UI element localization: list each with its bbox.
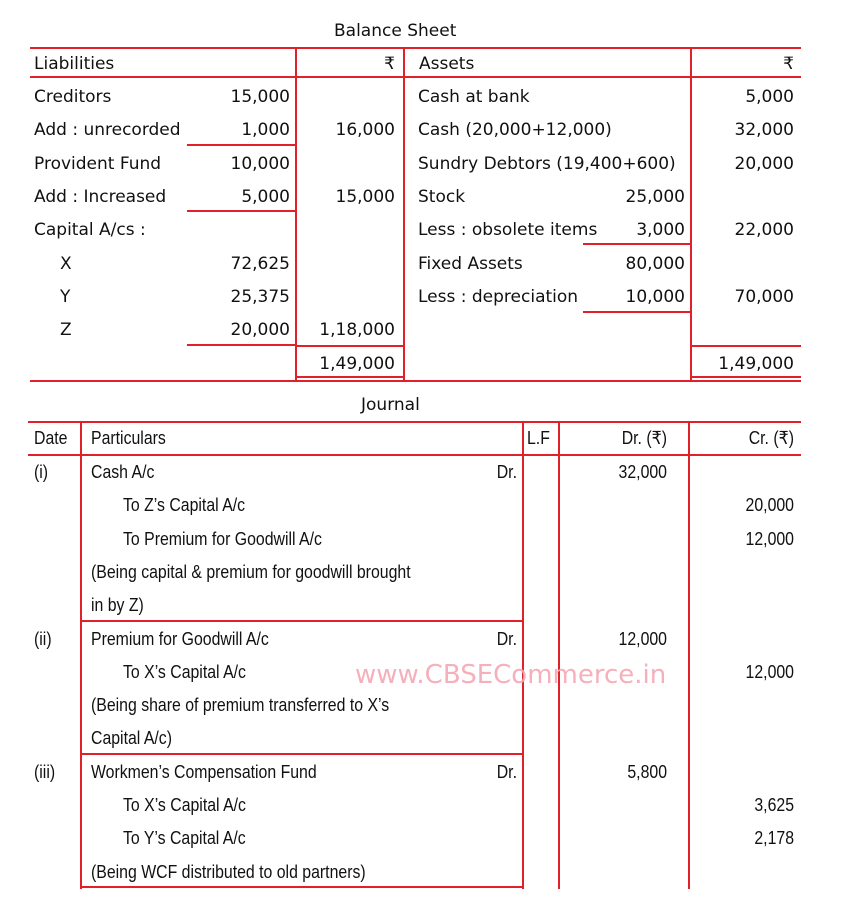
asset-total-amount: 20,000 bbox=[734, 153, 794, 174]
underline-provident-fund bbox=[187, 210, 296, 212]
asset-label: Cash (20,000+12,000) bbox=[418, 120, 612, 141]
liability-inner-amount: 25,375 bbox=[230, 286, 290, 307]
journal-header-particulars: Particulars bbox=[91, 428, 166, 448]
asset-label: Stock bbox=[418, 186, 466, 207]
liability-inner-amount: 5,000 bbox=[241, 186, 290, 207]
journal-header-rule bbox=[28, 454, 801, 456]
journal-debit-amount: 12,000 bbox=[618, 628, 667, 649]
asset-label: Sundry Debtors (19,400+600) bbox=[418, 153, 676, 174]
liability-total-amount: 16,000 bbox=[335, 120, 395, 141]
entry-separator-1 bbox=[81, 620, 523, 622]
liabilities-total: 1,49,000 bbox=[319, 354, 395, 374]
journal-particulars: To X’s Capital A/c bbox=[123, 795, 246, 815]
liability-label: Add : Increased bbox=[34, 186, 167, 207]
journal-particulars: To Z’s Capital A/c bbox=[123, 495, 246, 516]
bs-center-divider bbox=[403, 47, 405, 381]
underline-assets-total-bottom bbox=[691, 376, 801, 378]
asset-inner-amount: 3,000 bbox=[636, 220, 685, 241]
liability-label: Add : unrecorded bbox=[34, 120, 181, 141]
journal-dr-divider bbox=[688, 421, 690, 889]
journal-particulars: (Being WCF distributed to old partners) bbox=[91, 861, 366, 882]
journal-credit-amount: 12,000 bbox=[745, 661, 794, 682]
journal-credit-amount: 3,625 bbox=[754, 795, 794, 815]
journal-title: Journal bbox=[361, 395, 420, 415]
liability-label: Provident Fund bbox=[34, 153, 162, 174]
underline-capital bbox=[187, 344, 296, 346]
liability-inner-amount: 72,625 bbox=[230, 253, 290, 274]
bs-bottom-rule bbox=[30, 380, 801, 382]
asset-label: Less : depreciation bbox=[418, 286, 579, 307]
liability-total-amount: 1,18,000 bbox=[319, 320, 395, 341]
bs-header-liabilities: Liabilities bbox=[34, 54, 115, 74]
asset-inner-amount: 25,000 bbox=[625, 186, 685, 207]
entry-separator-3 bbox=[81, 886, 523, 888]
liability-label: Creditors bbox=[34, 87, 112, 107]
bs-header-liab-currency: ₹ bbox=[384, 54, 395, 74]
underline-stock bbox=[583, 243, 691, 245]
assets-total: 1,49,000 bbox=[718, 354, 794, 374]
asset-label: Cash at bank bbox=[418, 87, 530, 107]
journal-particulars: (Being capital & premium for goodwill brought bbox=[91, 561, 411, 582]
asset-label: Fixed Assets bbox=[418, 253, 523, 274]
journal-particulars: (Being share of premium transferred to X’s bbox=[91, 695, 390, 716]
journal-credit-amount: 2,178 bbox=[754, 828, 794, 849]
journal-particulars: Premium for Goodwill A/c bbox=[91, 628, 269, 649]
liability-inner-amount: 10,000 bbox=[230, 153, 290, 174]
journal-particulars: To X’s Capital A/c bbox=[123, 661, 246, 682]
journal-debit-amount: 5,800 bbox=[627, 761, 667, 782]
asset-label: Less : obsolete items bbox=[418, 220, 598, 241]
journal-header-dr: Dr. (₹) bbox=[621, 428, 667, 448]
asset-inner-amount: 10,000 bbox=[625, 286, 685, 307]
asset-inner-amount: 80,000 bbox=[625, 253, 685, 274]
underline-liab-total-bottom bbox=[296, 376, 404, 378]
journal-date-divider bbox=[80, 421, 82, 889]
journal-top-rule bbox=[28, 421, 801, 423]
journal-particulars: Workmen’s Compensation Fund bbox=[91, 761, 317, 782]
journal-particulars: To Premium for Goodwill A/c bbox=[123, 528, 322, 549]
journal-dr-mark: Dr. bbox=[496, 628, 517, 649]
journal-dr-mark: Dr. bbox=[496, 761, 517, 782]
underline-creditors bbox=[187, 144, 296, 146]
journal-particulars: in by Z) bbox=[91, 595, 144, 616]
liability-total-amount: 15,000 bbox=[335, 186, 395, 207]
journal-dr-mark: Dr. bbox=[496, 462, 517, 482]
watermark: www.CBSECommerce.in bbox=[355, 660, 667, 690]
underline-liab-total-top bbox=[296, 345, 404, 347]
journal-date: (ii) bbox=[34, 628, 52, 649]
entry-separator-2 bbox=[81, 753, 523, 755]
liability-label: Z bbox=[60, 320, 72, 341]
liability-inner-amount: 1,000 bbox=[241, 120, 290, 141]
bs-assets-amount-divider bbox=[690, 47, 692, 381]
bs-top-rule bbox=[30, 47, 801, 49]
journal-debit-amount: 32,000 bbox=[618, 462, 667, 482]
bs-header-assets: Assets bbox=[419, 54, 475, 74]
asset-total-amount: 70,000 bbox=[734, 286, 794, 307]
journal-particulars: To Y’s Capital A/c bbox=[123, 828, 246, 849]
underline-assets-total-top bbox=[691, 345, 801, 347]
asset-total-amount: 22,000 bbox=[734, 220, 794, 241]
bs-liab-amount-divider bbox=[295, 47, 297, 381]
balance-sheet-title: Balance Sheet bbox=[334, 21, 457, 41]
journal-credit-amount: 12,000 bbox=[745, 528, 794, 549]
journal-lf-divider bbox=[558, 421, 560, 889]
liability-label: Capital A/cs : bbox=[34, 220, 146, 241]
liability-inner-amount: 20,000 bbox=[230, 320, 290, 341]
liability-label: X bbox=[60, 253, 72, 274]
journal-header-date: Date bbox=[34, 428, 68, 448]
journal-date: (iii) bbox=[34, 761, 56, 782]
journal-credit-amount: 20,000 bbox=[745, 495, 794, 516]
underline-fixed-assets bbox=[583, 311, 691, 313]
journal-particulars: Cash A/c bbox=[91, 462, 155, 482]
bs-header-assets-currency: ₹ bbox=[783, 54, 794, 74]
journal-header-cr: Cr. (₹) bbox=[748, 428, 794, 448]
bs-header-rule bbox=[30, 76, 801, 78]
journal-header-lf: L.F bbox=[527, 428, 550, 448]
asset-total-amount: 5,000 bbox=[745, 87, 794, 107]
asset-total-amount: 32,000 bbox=[734, 120, 794, 141]
journal-particulars-divider bbox=[522, 421, 524, 889]
journal-particulars: Capital A/c) bbox=[91, 728, 173, 749]
journal-date: (i) bbox=[34, 462, 49, 482]
liability-label: Y bbox=[60, 286, 71, 307]
liability-inner-amount: 15,000 bbox=[230, 87, 290, 107]
